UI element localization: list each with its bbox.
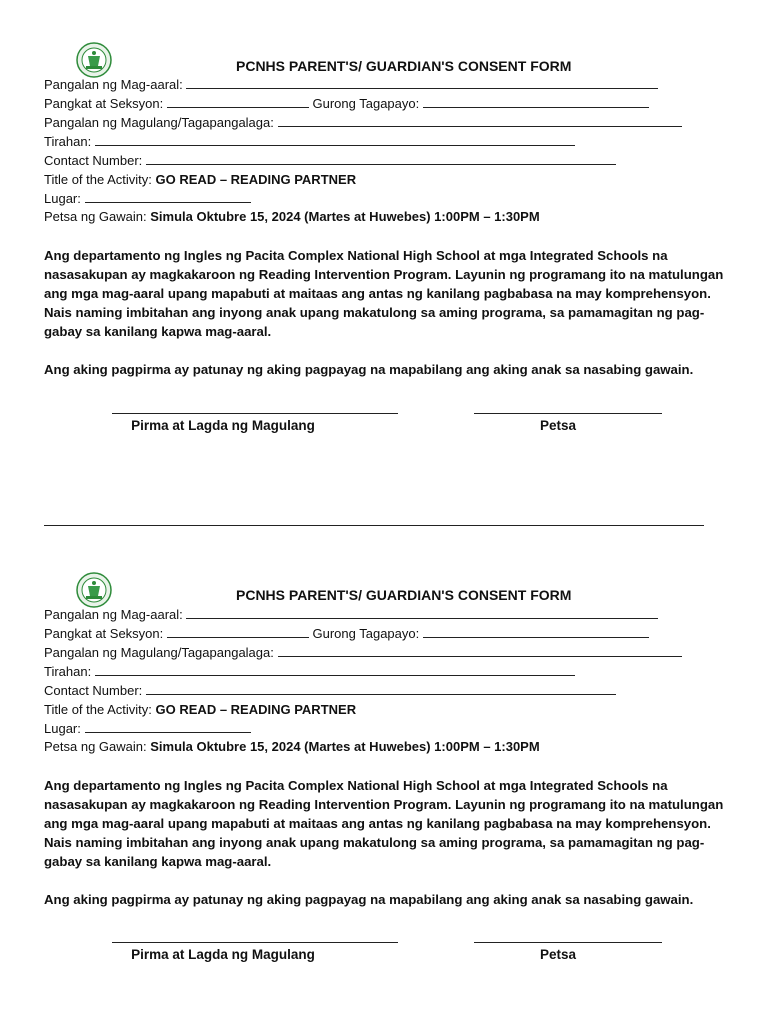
- adviser-label: Gurong Tagapayo:: [312, 96, 420, 111]
- contact-label: Contact Number:: [44, 683, 143, 698]
- parent-name-field[interactable]: [44, 644, 682, 662]
- form-title: PCNHS PARENT'S/ GUARDIAN'S CONSENT FORM: [236, 587, 572, 603]
- paragraph-line: ang mga mag-aaral upang mapabuti at maitaas ang antas ng kanilang pagbabasa na may komprehensyon.: [44, 816, 711, 831]
- sign-date-label: Petsa: [539, 947, 577, 962]
- body-paragraph: [44, 776, 734, 871]
- venue-label: Lugar:: [44, 721, 81, 736]
- adviser-blank[interactable]: [423, 625, 649, 638]
- address-field[interactable]: [44, 133, 575, 151]
- activity-date-value: Simula Oktubre 15, 2024 (Martes at Huwebes) 1:00PM – 1:30PM: [150, 739, 540, 754]
- student-name-blank[interactable]: [186, 606, 658, 619]
- adviser-blank[interactable]: [423, 95, 649, 108]
- parent-name-blank[interactable]: [278, 644, 682, 657]
- contact-field[interactable]: [44, 682, 616, 700]
- activity-label: Title of the Activity:: [44, 172, 152, 187]
- student-name-blank[interactable]: [186, 76, 658, 89]
- parent-name-label: Pangalan ng Magulang/Tagapangalaga:: [44, 115, 274, 130]
- venue-field[interactable]: [44, 190, 251, 208]
- parent-name-label: Pangalan ng Magulang/Tagapangalaga:: [44, 645, 274, 660]
- venue-blank[interactable]: [85, 190, 251, 203]
- signature-label: Pirma at Lagda ng Magulang: [131, 947, 315, 962]
- adviser-label: Gurong Tagapayo:: [312, 626, 420, 641]
- paragraph-line: Ang departamento ng Ingles ng Pacita Complex National High School at mga Integrated Schools na: [44, 248, 668, 263]
- signature-label: Pirma at Lagda ng Magulang: [131, 418, 315, 433]
- contact-blank[interactable]: [146, 152, 616, 165]
- paragraph-line: nasasakupan ay magkakaroon ng Reading Intervention Program. Layunin ng programang ito na matulungan: [44, 267, 724, 282]
- sign-date-line[interactable]: [474, 941, 662, 943]
- parent-name-blank[interactable]: [278, 114, 682, 127]
- student-name-label: Pangalan ng Mag-aaral:: [44, 607, 183, 622]
- signature-line[interactable]: [112, 412, 398, 414]
- student-name-field[interactable]: [44, 76, 658, 94]
- activity-label: Title of the Activity:: [44, 702, 152, 717]
- section-label: Pangkat at Seksyon:: [44, 96, 164, 111]
- sign-date-line[interactable]: [474, 412, 662, 414]
- section-field[interactable]: [44, 95, 649, 113]
- activity-date-label: Petsa ng Gawain:: [44, 209, 147, 224]
- student-name-label: Pangalan ng Mag-aaral:: [44, 77, 183, 92]
- paragraph-line: nasasakupan ay magkakaroon ng Reading Intervention Program. Layunin ng programang ito na matulungan: [44, 797, 724, 812]
- paragraph-line: gabay sa kanilang kapwa mag-aaral.: [44, 854, 272, 869]
- venue-field[interactable]: [44, 720, 251, 738]
- paragraph-line: Nais naming imbitahan ang inyong anak upang makatulong sa aming programa, sa pamamagitan ng pag-: [44, 305, 705, 320]
- consent-statement: Ang aking pagpirma ay patunay ng aking pagpayag na mapabilang ang aking anak sa nasabing gawain.: [44, 892, 694, 907]
- paragraph-line: ang mga mag-aaral upang mapabuti at maitaas ang antas ng kanilang pagbabasa na may komprehensyon.: [44, 286, 711, 301]
- section-field[interactable]: [44, 625, 649, 643]
- parent-name-field[interactable]: [44, 114, 682, 132]
- paragraph-line: gabay sa kanilang kapwa mag-aaral.: [44, 324, 272, 339]
- signature-line[interactable]: [112, 941, 398, 943]
- form-title: PCNHS PARENT'S/ GUARDIAN'S CONSENT FORM: [236, 58, 572, 74]
- consent-form-top: [0, 0, 768, 470]
- activity-value: GO READ – READING PARTNER: [155, 172, 357, 187]
- section-blank[interactable]: [167, 95, 309, 108]
- venue-blank[interactable]: [85, 720, 251, 733]
- sign-date-label: Petsa: [539, 418, 577, 433]
- contact-blank[interactable]: [146, 682, 616, 695]
- contact-label: Contact Number:: [44, 153, 143, 168]
- section-label: Pangkat at Seksyon:: [44, 626, 164, 641]
- school-seal-logo-icon: [76, 572, 112, 608]
- venue-label: Lugar:: [44, 191, 81, 206]
- section-blank[interactable]: [167, 625, 309, 638]
- activity-date-field: [44, 738, 540, 756]
- address-label: Tirahan:: [44, 664, 92, 679]
- consent-statement: Ang aking pagpirma ay patunay ng aking pagpayag na mapabilang ang aking anak sa nasabing gawain.: [44, 362, 694, 377]
- consent-form-bottom: [0, 530, 768, 1000]
- paragraph-line: Nais naming imbitahan ang inyong anak upang makatulong sa aming programa, sa pamamagitan ng pag-: [44, 835, 705, 850]
- cut-line-separator: [44, 525, 704, 526]
- activity-value: GO READ – READING PARTNER: [155, 702, 357, 717]
- school-seal-logo-icon: [76, 42, 112, 78]
- contact-field[interactable]: [44, 152, 616, 170]
- activity-date-value: Simula Oktubre 15, 2024 (Martes at Huwebes) 1:00PM – 1:30PM: [150, 209, 540, 224]
- activity-date-label: Petsa ng Gawain:: [44, 739, 147, 754]
- paragraph-line: Ang departamento ng Ingles ng Pacita Complex National High School at mga Integrated Schools na: [44, 778, 668, 793]
- body-paragraph: [44, 246, 734, 341]
- activity-field: [44, 701, 356, 719]
- address-label: Tirahan:: [44, 134, 92, 149]
- address-blank[interactable]: [95, 663, 575, 676]
- address-field[interactable]: [44, 663, 575, 681]
- address-blank[interactable]: [95, 133, 575, 146]
- activity-field: [44, 171, 356, 189]
- activity-date-field: [44, 208, 540, 226]
- student-name-field[interactable]: [44, 606, 658, 624]
